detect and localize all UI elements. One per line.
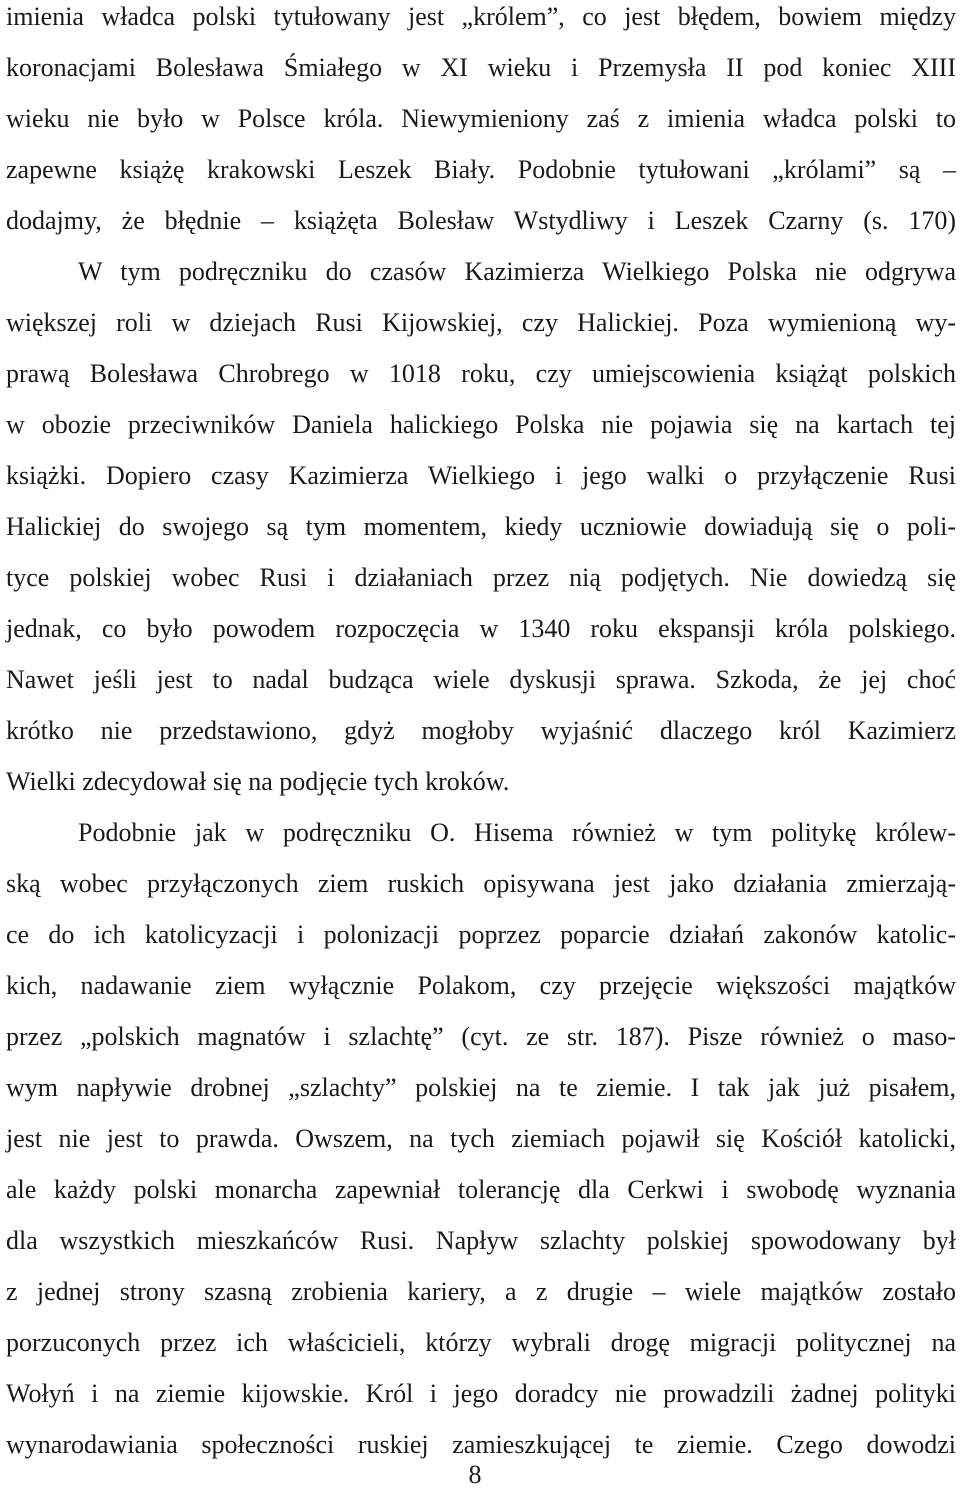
text-line: wynarodawiania społeczności ruskiej zamieszkującej te ziemie. Czego dowodzi	[6, 1430, 956, 1459]
text-line: dla wszystkich mieszkańców Rusi. Napływ szlachty polskiej spowodowany był	[6, 1226, 956, 1255]
text-line: Podobnie jak w podręczniku O. Hisema również w tym politykę królew-	[78, 818, 956, 847]
text-line: koronacjami Bolesława Śmiałego w XI wieku i Przemysła II pod koniec XIII	[6, 53, 956, 82]
text-line: prawą Bolesława Chrobrego w 1018 roku, czy umiejscowienia książąt polskich	[6, 359, 956, 388]
text-line: przez „polskich magnatów i szlachtę” (cyt. ze str. 187). Pisze również o maso-	[6, 1022, 956, 1051]
text-line: zapewne książę krakowski Leszek Biały. Podobnie tytułowani „królami” są –	[6, 155, 956, 184]
text-line: W tym podręczniku do czasów Kazimierza Wielkiego Polska nie odgrywa	[78, 257, 956, 286]
text-line: jest nie jest to prawda. Owszem, na tych ziemiach pojawił się Kościół katolicki,	[6, 1124, 956, 1153]
text-line: kich, nadawanie ziem wyłącznie Polakom, czy przejęcie większości majątków	[6, 971, 956, 1000]
text-line: ską wobec przyłączonych ziem ruskich opisywana jest jako działania zmierzają-	[6, 869, 956, 898]
text-line: Nawet jeśli jest to nadal budząca wiele dyskusji sprawa. Szkoda, że jej choć	[6, 665, 956, 694]
text-line: dodajmy, że błędnie – książęta Bolesław Wstydliwy i Leszek Czarny (s. 170)	[6, 206, 956, 235]
text-line: Wołyń i na ziemie kijowskie. Król i jego doradcy nie prowadzili żadnej polityki	[6, 1379, 956, 1408]
text-line: Wielki zdecydował się na podjęcie tych kroków.	[6, 767, 510, 796]
text-line: ce do ich katolicyzacji i polonizacji poprzez poparcie działań zakonów katolic-	[6, 920, 956, 949]
text-line: jednak, co było powodem rozpoczęcia w 1340 roku ekspansji króla polskiego.	[6, 614, 956, 643]
text-line: książki. Dopiero czasy Kazimierza Wielkiego i jego walki o przyłączenie Rusi	[6, 461, 956, 490]
text-line: wym napływie drobnej „szlachty” polskiej na te ziemie. I tak jak już pisałem,	[6, 1073, 956, 1102]
text-line: krótko nie przedstawiono, gdyż mogłoby wyjaśnić dlaczego król Kazimierz	[6, 716, 956, 745]
text-line: ale każdy polski monarcha zapewniał tolerancję dla Cerkwi i swobodę wyznania	[6, 1175, 956, 1204]
text-line: porzuconych przez ich właścicieli, którzy wybrali drogę migracji politycznej na	[6, 1328, 956, 1357]
page-number: 8	[468, 1460, 482, 1489]
text-line: większej roli w dziejach Rusi Kijowskiej, czy Halickiej. Poza wymienioną wy-	[6, 308, 956, 337]
text-line: w obozie przeciwników Daniela halickiego Polska nie pojawia się na kartach tej	[6, 410, 956, 439]
text-line: z jednej strony szasną zrobienia kariery, a z drugie – wiele majątków zostało	[6, 1277, 956, 1306]
document-page	[6, 0, 956, 1505]
text-line: tyce polskiej wobec Rusi i działaniach przez nią podjętych. Nie dowiedzą się	[6, 563, 956, 592]
text-line: wieku nie było w Polsce króla. Niewymieniony zaś z imienia władca polski to	[6, 104, 956, 133]
text-line: imienia władca polski tytułowany jest „królem”, co jest błędem, bowiem między	[6, 2, 956, 31]
text-line: Halickiej do swojego są tym momentem, kiedy uczniowie dowiadują się o poli-	[6, 512, 956, 541]
